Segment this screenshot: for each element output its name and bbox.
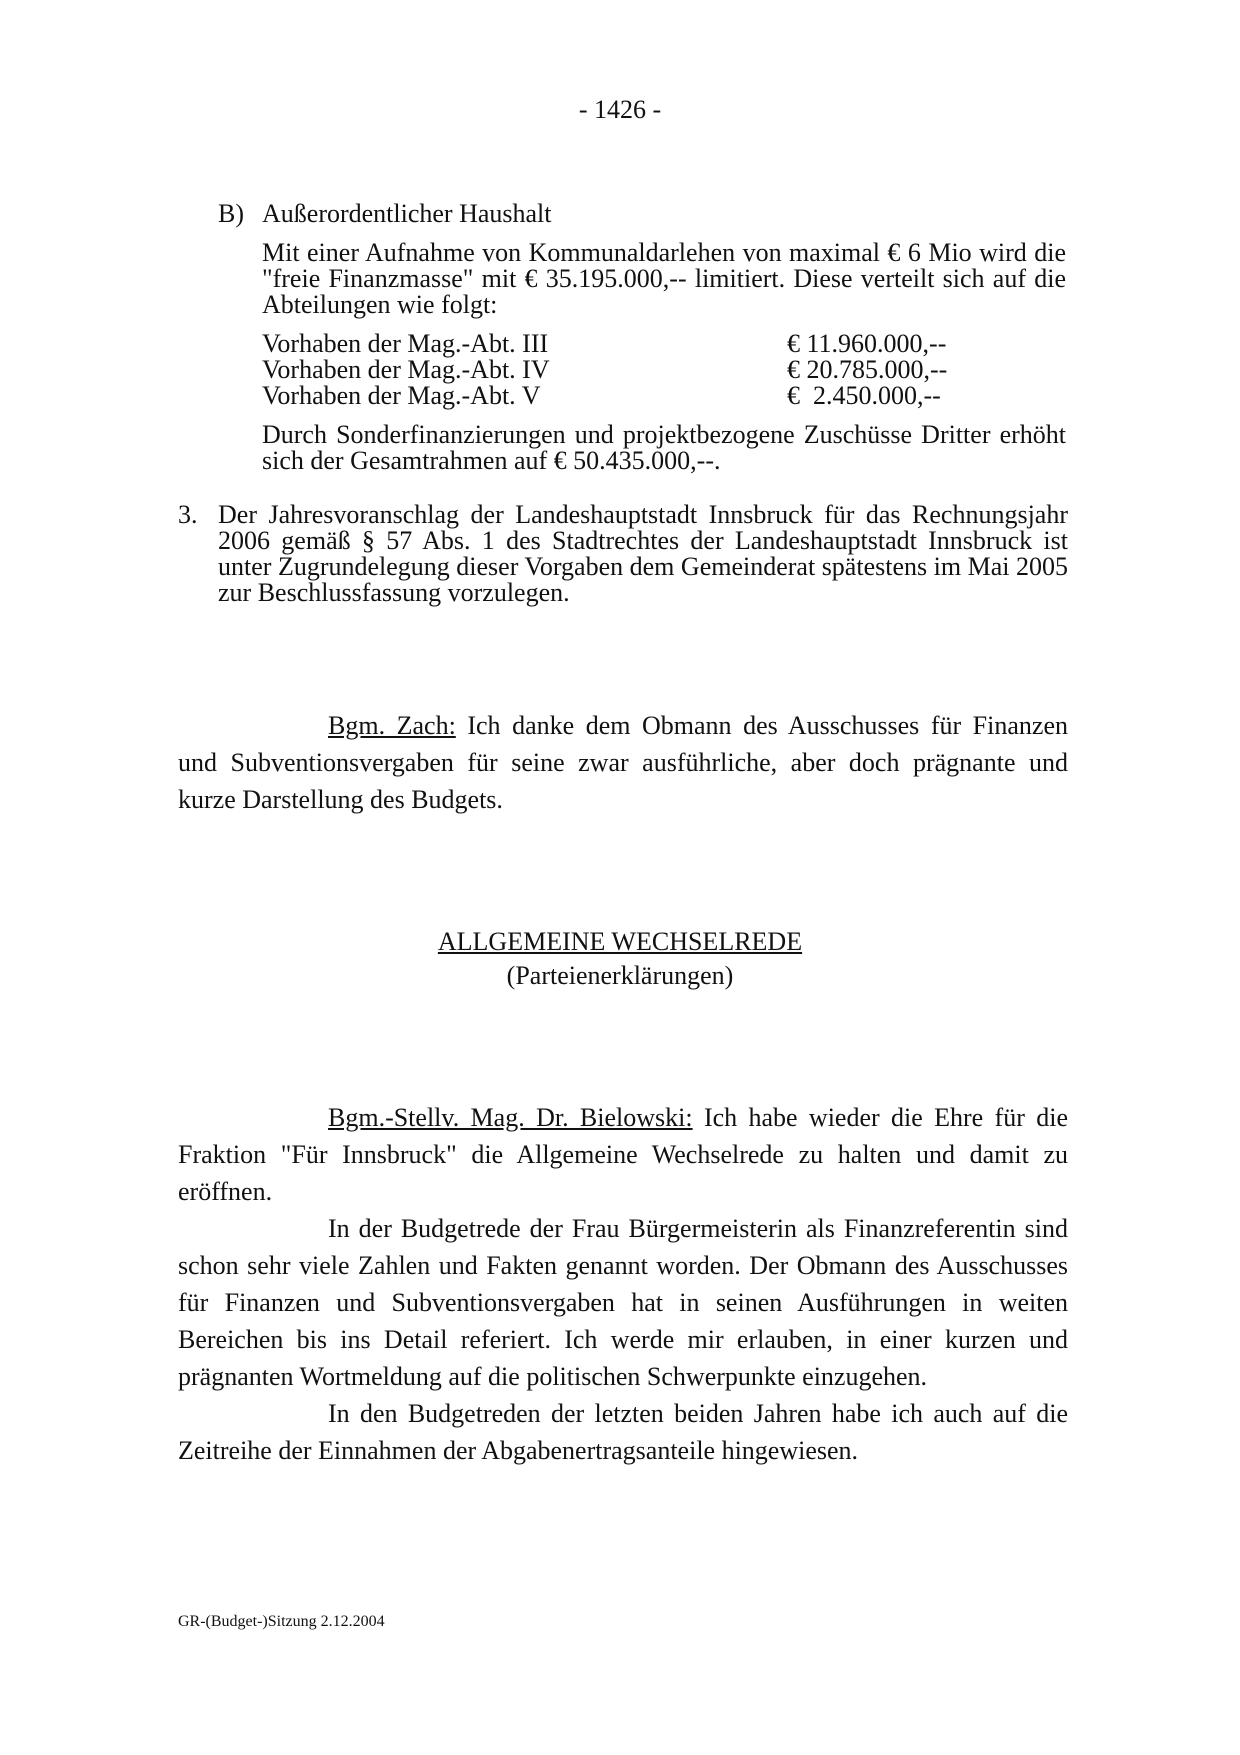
list-item-text: Der Jahresvoranschlag der Landeshauptstadt Innsbruck für das Rechnungsjahr 2006 gemäß § 57 Abs. 1 des Stadtrechtes der Landeshauptstadt Innsbruck ist unter Zugrundelegung dieser Vorgaben dem Gemeinderat spätestens im Mai 2005 zur Beschlussfassung vorzulegen.: [218, 500, 1068, 607]
list-item-3: [178, 502, 1068, 606]
section-b-title: Außerordentlicher Haushalt: [262, 199, 552, 228]
row-amount: € 11.960.000,--: [787, 329, 947, 358]
table-row: [262, 357, 1066, 383]
speaker-name: Bgm. Zach:: [328, 711, 456, 740]
row-name: Vorhaben der Mag.-Abt. V: [262, 381, 541, 410]
section-b-total: Durch Sonderfinanzierungen und projektbezogene Zuschüsse Dritter erhöht sich der Gesamtrahmen auf € 50.435.000,--.: [262, 420, 1066, 475]
table-row: [262, 331, 1066, 357]
page-number: - 1426 -: [578, 95, 662, 124]
row-amount: € 20.785.000,--: [787, 355, 948, 384]
section-b-intro: Mit einer Aufnahme von Kommunaldarlehen von maximal € 6 Mio wird die "freie Finanzmasse" mit € 35.195.000,-- limitiert. Diese verteilt sich auf die Abteilungen wie folgt:: [262, 238, 1066, 319]
paragraph: [178, 707, 1068, 818]
heading-subtitle: (Parteienerklärungen): [506, 961, 734, 990]
section-b-header: [218, 201, 1068, 227]
speech-bielowski: [178, 1099, 1068, 1469]
paragraph: [178, 1099, 1068, 1210]
speech-text: Ich danke dem Obmann des Ausschusses für Finanzen und Subventionsvergaben für seine zwar ausführliche, aber doch prägnante und kurze Darstellung des Budgets.: [178, 711, 1068, 814]
paragraph: In den Budgetreden der letzten beiden Jahren habe ich auch auf die Zeitreihe der Einnahmen der Abgabenertragsanteile hingewiesen.: [178, 1399, 1068, 1465]
section-heading: [0, 925, 1240, 993]
allocation-table: [262, 331, 1066, 409]
speech-text: Ich habe wieder die Ehre für die Fraktion "Für Innsbruck" die Allgemeine Wechselrede zu halten und damit zu eröffnen.: [178, 1103, 1068, 1206]
table-row: [262, 383, 1066, 409]
row-name: Vorhaben der Mag.-Abt. IV: [262, 355, 550, 384]
row-amount: € 2.450.000,--: [787, 381, 941, 410]
section-b: [218, 201, 1068, 474]
paragraph: In der Budgetrede der Frau Bürgermeisterin als Finanzreferentin sind schon sehr viele Zahlen und Fakten genannt worden. Der Obmann des Ausschusses für Finanzen und Subventionsvergaben hat in seinen Ausführungen in weiten Bereichen bis ins Detail referiert. Ich werde mir erlauben, in einer kurzen und prägnanten Wortmeldung auf die politischen Schwerpunkte einzugehen.: [178, 1214, 1068, 1391]
heading-title: ALLGEMEINE WECHSELREDE: [437, 927, 803, 956]
footer: GR-(Budget-)Sitzung 2.12.2004: [178, 1613, 385, 1630]
section-b-label: B): [218, 199, 244, 228]
section-b-body: [262, 240, 1066, 474]
list-item-number: 3.: [178, 500, 198, 529]
row-name: Vorhaben der Mag.-Abt. III: [262, 329, 549, 358]
speaker-name: Bgm.-Stellv. Mag. Dr. Bielowski:: [328, 1103, 693, 1132]
speech-zach: [178, 707, 1068, 818]
